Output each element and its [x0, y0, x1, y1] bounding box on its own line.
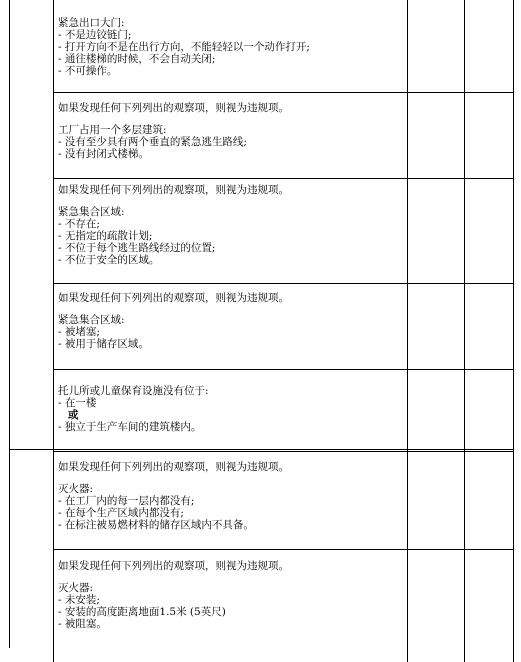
row-divider — [53, 92, 514, 93]
column-divider — [53, 0, 54, 662]
item-line: - 被用于储存区域。 — [58, 338, 149, 350]
row-divider — [53, 549, 514, 550]
item-line: - 被阻塞。 — [58, 618, 107, 630]
item-heading: 紧急出口大门: — [58, 17, 125, 29]
item-heading: 工厂占用一个多层建筑: — [58, 124, 167, 136]
row-divider — [53, 451, 514, 452]
table-left-border — [9, 0, 10, 648]
item-line: - 打开方向不是在出行方向，不能轻轻以一个动作打开; — [58, 41, 310, 53]
item-line: - 没有封闭式楼梯。 — [58, 148, 149, 160]
item-heading: 托儿所或儿童保育设施没有位于: — [58, 385, 209, 397]
table-row — [58, 102, 406, 160]
column-divider — [407, 0, 408, 662]
item-line: - 在标注被易燃材料的储存区域内不具备。 — [58, 519, 254, 531]
item-line: - 无指定的疏散计划; — [58, 230, 153, 242]
table-row — [58, 560, 406, 630]
table-row — [58, 184, 406, 266]
table-row — [58, 461, 406, 531]
violation-intro: 如果发现任何下列列出的观察项，则视为违规项。 — [58, 102, 289, 114]
item-line: - 在每个生产区域内都没有; — [58, 507, 184, 519]
item-line: - 独立于生产车间的建筑楼内。 — [58, 421, 202, 433]
table-row — [58, 385, 406, 433]
row-divider — [53, 283, 514, 284]
table-row — [58, 17, 406, 77]
item-line: - 不是边铰链门; — [58, 29, 132, 41]
row-divider — [53, 178, 514, 179]
violation-intro: 如果发现任何下列列出的观察项，则视为违规项。 — [58, 560, 289, 572]
item-line: - 通往楼梯的时候，不会自动关闭; — [58, 53, 216, 65]
item-line: - 在一楼 — [58, 397, 97, 409]
violation-intro: 如果发现任何下列列出的观察项，则视为违规项。 — [58, 461, 289, 473]
item-line: - 不位于每个逃生路线经过的位置; — [58, 242, 216, 254]
table-row — [58, 292, 406, 350]
section-divider — [9, 449, 514, 450]
violation-intro: 如果发现任何下列列出的观察项，则视为违规项。 — [58, 292, 289, 304]
violation-intro: 如果发现任何下列列出的观察项，则视为违规项。 — [58, 184, 289, 196]
item-heading: 灭火器: — [58, 483, 94, 495]
conjunction-or: 或 — [68, 409, 79, 421]
item-heading: 紧急集合区域: — [58, 206, 125, 218]
table-right-border — [513, 0, 514, 662]
item-line: - 不位于安全的区域。 — [58, 254, 160, 266]
row-divider — [53, 369, 514, 370]
item-line: - 被堵塞; — [58, 326, 100, 338]
item-line: - 不可操作。 — [58, 65, 118, 77]
item-line: - 安装的高度距离地面1.5米 (5英尺) — [58, 606, 226, 618]
column-divider — [464, 0, 465, 662]
item-line: - 在工厂内的每一层内都没有; — [58, 495, 195, 507]
item-heading: 灭火器: — [58, 582, 94, 594]
item-line: - 没有至少具有两个垂直的紧急逃生路线; — [58, 136, 247, 148]
item-line: - 不存在; — [58, 218, 100, 230]
item-heading: 紧急集合区域: — [58, 314, 125, 326]
item-line: - 未安装; — [58, 594, 100, 606]
